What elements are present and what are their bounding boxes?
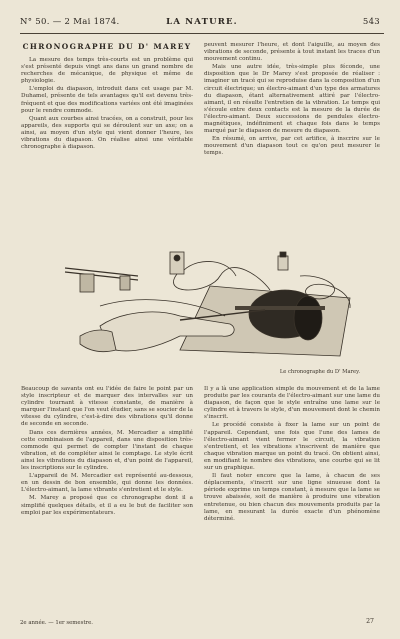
paragraph: M. Marey a proposé que ce chronographe dont il a simplifié quelques détails, et il a eu le but de faciliter son emploi par les expérimentateurs. xyxy=(21,495,193,516)
issue-line: 2e année. — 1er semestre. xyxy=(20,620,93,626)
column-left-bottom xyxy=(21,386,193,518)
ink-bottle xyxy=(278,256,288,270)
paragraph: Quant aux courbes ainsi tracées, on a construit, pour les appareils, des supports qui se déroulent sur un axe; on a ainsi, au moyen d'un style qui vient donner l'heure, les vibrations du diapason. On réalise ainsi une véritable chronographe à diapason. xyxy=(21,115,193,151)
paragraph: peuvent mesurer l'heure, et dont l'aiguille, au moyen des vibrations de seconde, présente à tout instant les traces d'un mouvement continu. xyxy=(204,42,380,63)
paragraph: L'emploi du diapason, introduit dans cet usage par M. Duhamel, présente de tels avantages qu'il est devenu très-fréquent et que des modifications variées ont été imaginées pour le rendre commode. xyxy=(21,86,193,114)
page-footer xyxy=(20,620,384,630)
running-header xyxy=(20,17,384,31)
paragraph: Dans ces dernières années, M. Mercadier a simplifié cette combinaison de l'appareil, dans une disposition très-commode qui permet de compter l'instant de chaque vibration, et de compléter ainsi le comptage. Le style écrit ainsi les vibrations du diapason et, d'un point de l'appareil, les inscriptions sur le cylindre. xyxy=(21,429,193,472)
column-right-top xyxy=(204,42,380,159)
circuit-wires xyxy=(174,261,270,290)
paragraph: La mesure des temps très-courts est un problème qui s'est présenté depuis vingt ans dans un grand nombre de recherches de mécanique, de physique et même de physiologie. xyxy=(21,57,193,85)
article-title: CHRONOGRAPHE DU D' MAREY xyxy=(22,42,192,51)
journal-title: LA NATURE. xyxy=(166,17,238,27)
paragraph: Beaucoup de savants ont eu l'idée de faire le point par un style inscripteur et de marquer des intervalles sur un cylindre tournant à vitesse constante, de manière à marquer l'instant que l'on veut étudier, sans se soucier de la vitesse du cylindre, c'est-à-dire des vibrations qu'il donne de seconde en seconde. xyxy=(21,386,193,428)
column-left-top xyxy=(21,42,193,152)
issue-info: N° 50. — 2 Mai 1874. xyxy=(20,17,120,27)
page-number: 543 xyxy=(362,17,380,27)
printer-signature: 27 xyxy=(366,618,374,625)
paragraph: Il faut noter encore que la lame, à chacun de ses déplacements, s'inscrit sur une ligne sinueuse dont la période exprime un temps constant, à mesure que la lame se trouve abaissée, soit de manière à produire une vibration entretenue, ou bien chacun des mouvements produits par la lame, en mesurant la durée exacte d'un phénomène déterminé. xyxy=(204,473,380,522)
paragraph: Le procédé consiste à fixer la lame sur un point de l'appareil. Cependant, une fois que l'une des lames de l'électro-aimant vient fermer le circuit, la vibration s'entretient, et les vibrations s'inscrivent de manière que chaque vibration marque un point du tracé. On obtient ainsi, en modifiant le nombre des vibrations, une courbe qui se lit sur un graphique. xyxy=(204,422,380,472)
paragraph: Mais une autre idée, très-simple plus féconde, une disposition que le Dr Marey s'est proposée de réaliser : imaginer un tracé qui se reproduise dans la composition d'un circuit électrique; un électro-aimant d'un type des armatures du diapason, étant alternativement attiré par l'électro-aimant, il en résulte l'entretien de la vibration. Le temps qui s'écoule entre deux contacts est la mesure de la durée de l'électro-aimant. Deux successions de pendules électro-magnétiques, indéfiniment et chaque fois dans le temps marqué par le diapason de mesure du diapason. xyxy=(204,64,380,135)
column-right-bottom xyxy=(204,386,380,524)
paragraph: L'appareil de M. Mercadier est représenté au-dessous, en un dessin de bon ensemble, qui donne les données. L'électro-aimant, la lame vibrante s'entretient et le style. xyxy=(21,473,193,494)
header-rule xyxy=(20,33,384,34)
paragraph: Il y a là une application simple du mouvement et de la lame produite par les courants de l'électro-aimant sur une lame du diapason, de façon que le style entraîne une lame sur le cylindre et à travers le style, d'un mouvement dont le chemin s'inscrit. xyxy=(204,386,380,421)
figure-caption: Le chronographe du D' Marey. xyxy=(279,369,360,375)
chronograph-engraving xyxy=(60,246,360,368)
paragraph: En résumé, on arrive, par cet artifice, à inscrire sur le mouvement d'un diapason tout ce qu'on peut mesurer le temps. xyxy=(204,136,380,157)
